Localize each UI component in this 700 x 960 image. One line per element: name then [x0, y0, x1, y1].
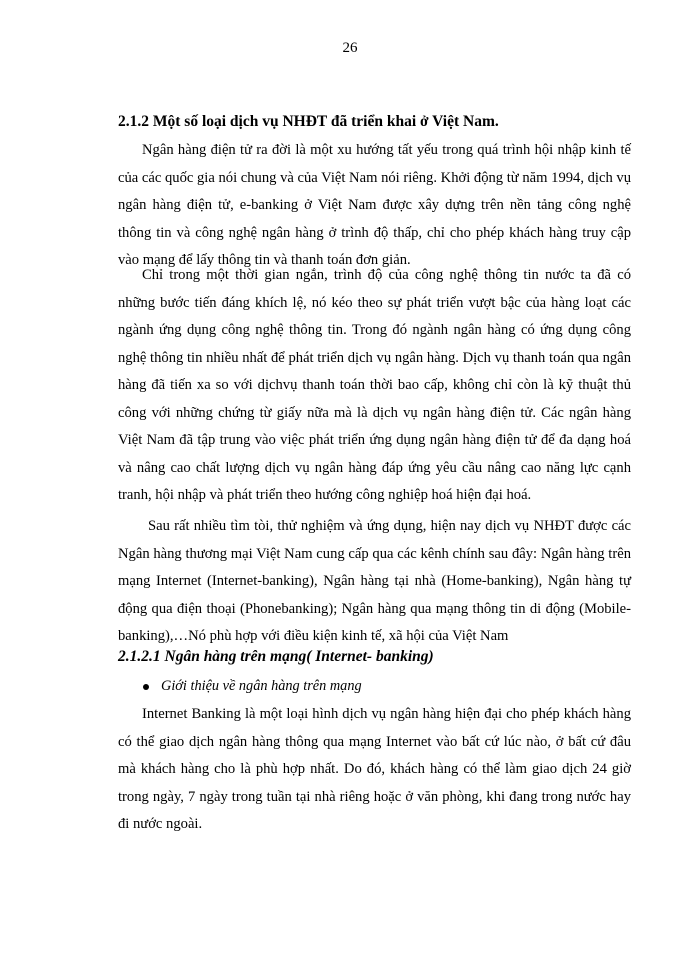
paragraph-3: Sau rất nhiều tìm tòi, thử nghiệm và ứng dụng, hiện nay dịch vụ NHĐT được các Ngân hàng thương mại Việt Nam cung cấp qua các kênh chính sau đây: Ngân hàng trên mạng Internet (Internet-banking), Ngân hàng tại nhà (Home-banking), Ngân hàng tự động qua điện thoại (Phonebanking); Ngân hàng qua mạng thông tin di động (Mobile-banking),…Nó phù hợp với điều kiện kinh tế, xã hội của Việt Nam	[118, 518, 631, 644]
paragraph-2: Chỉ trong một thời gian ngắn, trình độ của công nghệ thông tin nước ta đã có những bước tiến đáng khích lệ, nó kéo theo sự phát triển vượt bậc của hàng loạt các ngành ứng dụng công nghệ thông tin. Trong đó ngành ngân hàng có ứng dụng công nghệ thông tin nhiều nhất để phát triển dịch vụ ngân hàng. Dịch vụ thanh toán qua ngân hàng đã tiến xa so với dịchvụ thanh toán thời bao cấp, không chỉ còn là kỹ thuật thủ công với những chứng từ giấy nữa mà là dịch vụ ngân hàng điện tử. Các ngân hàng Việt Nam đã tập trung vào việc phát triển ứng dụng ngân hàng điện tử để đa dạng hoá và nâng cao chất lượng dịch vụ ngân hàng đáp ứng yêu cầu nâng cao năng lực cạnh tranh, hội nhập và phát triển theo hướng công nghiệp hoá hiện đại hoá.	[118, 267, 631, 503]
subsection-heading: 2.1.2.1 Ngân hàng trên mạng( Internet- banking)	[118, 648, 434, 665]
paragraph-4: Internet Banking là một loại hình dịch vụ ngân hàng hiện đại cho phép khách hàng có thể giao dịch ngân hàng thông qua mạng Internet vào bất cứ lúc nào, ở bất cứ đâu mà khách hàng cho là phù hợp nhất. Do đó, khách hàng có thể làm giao dịch 24 giờ trong ngày, 7 ngày trong tuần tại nhà riêng hoặc ở văn phòng, khi đang trong nước hay đi nước ngoài.	[118, 706, 631, 832]
page-number: 26	[342, 40, 358, 56]
paragraph-1: Ngân hàng điện tử ra đời là một xu hướng tất yếu trong quá trình hội nhập kinh tế của các quốc gia nói chung và của Việt Nam nói riêng. Khởi động từ năm 1994, dịch vụ ngân hàng điện tử, e-banking ở Việt Nam được xây dựng trên nền tảng công nghệ thông tin và công nghệ ngân hàng ở trình độ thấp, chỉ cho phép khách hàng truy cập vào mạng để lấy thông tin và thanh toán đơn giản.	[118, 142, 631, 268]
bullet-dot-icon	[143, 684, 149, 690]
bullet-item	[143, 678, 362, 695]
bullet-label: Giới thiệu về ngân hàng trên mạng	[161, 678, 362, 694]
section-heading: 2.1.2 Một số loại dịch vụ NHĐT đã triển khai ở Việt Nam.	[118, 113, 499, 130]
